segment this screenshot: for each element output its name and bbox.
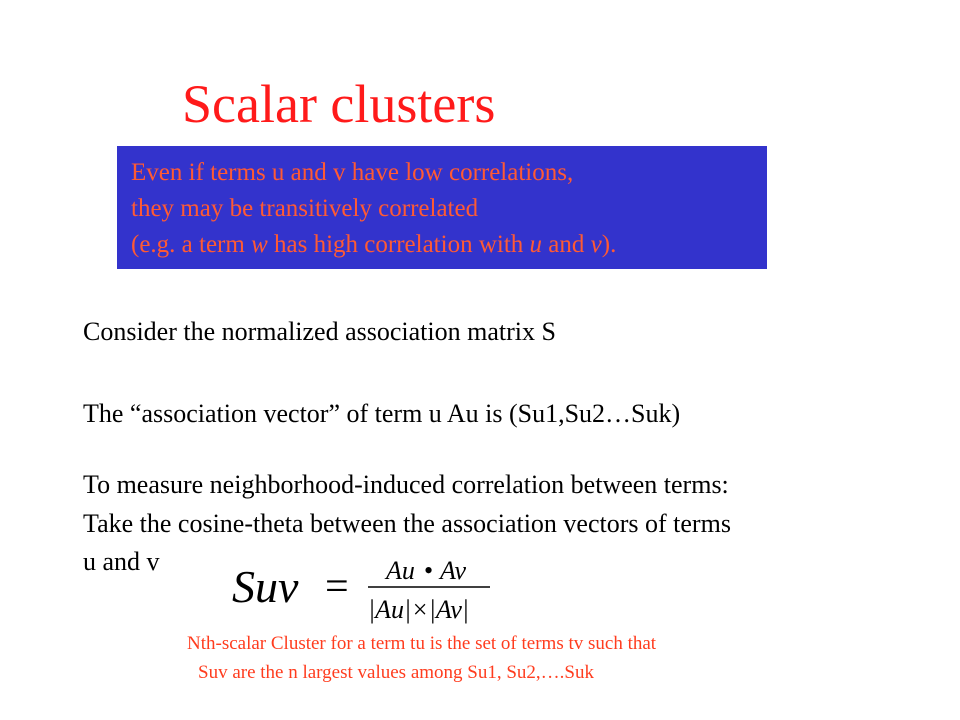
formula-equals: = (325, 564, 349, 610)
callout-line-1: Even if terms u and v have low correlations, (131, 159, 574, 186)
body-line-u-and-v: u and v (83, 547, 160, 576)
body-line-matrix: Consider the normalized association matrix S (83, 317, 556, 346)
callout-var-u: u (529, 231, 543, 258)
callout-var-v: v (590, 231, 602, 258)
formula-numerator-left: Au (386, 556, 415, 585)
callout-text: ). (601, 231, 617, 258)
body-line-measure: To measure neighborhood-induced correlation between terms: (83, 470, 729, 499)
callout-line-3 (131, 227, 767, 263)
callout-line-2: they may be transitively correlated (131, 195, 479, 222)
note-line-1: Nth-scalar Cluster for a term tu is the set of terms tv such that (187, 633, 657, 654)
slide-title: Scalar clusters (182, 74, 496, 134)
callout-box (117, 146, 767, 269)
cosine-formula (228, 552, 518, 628)
body-line-association-vector: The “association vector” of term u Au is (Su1,Su2…Suk) (83, 399, 681, 428)
formula-lhs: Suv (232, 561, 299, 612)
callout-text: has high correlation with (267, 231, 530, 258)
formula-dot: • (424, 556, 434, 585)
note-line-2: Suv are the n largest values among Su1, Su2,….Suk (198, 662, 594, 683)
callout-text: (e.g. a term (131, 231, 252, 258)
callout-text: and (542, 231, 591, 258)
formula-denominator: |Au|×|Av| (368, 595, 470, 624)
body-line-cosine: Take the cosine-theta between the association vectors of terms (83, 509, 731, 538)
formula-numerator-right: Av (440, 556, 466, 585)
callout-var-w: w (251, 231, 268, 258)
